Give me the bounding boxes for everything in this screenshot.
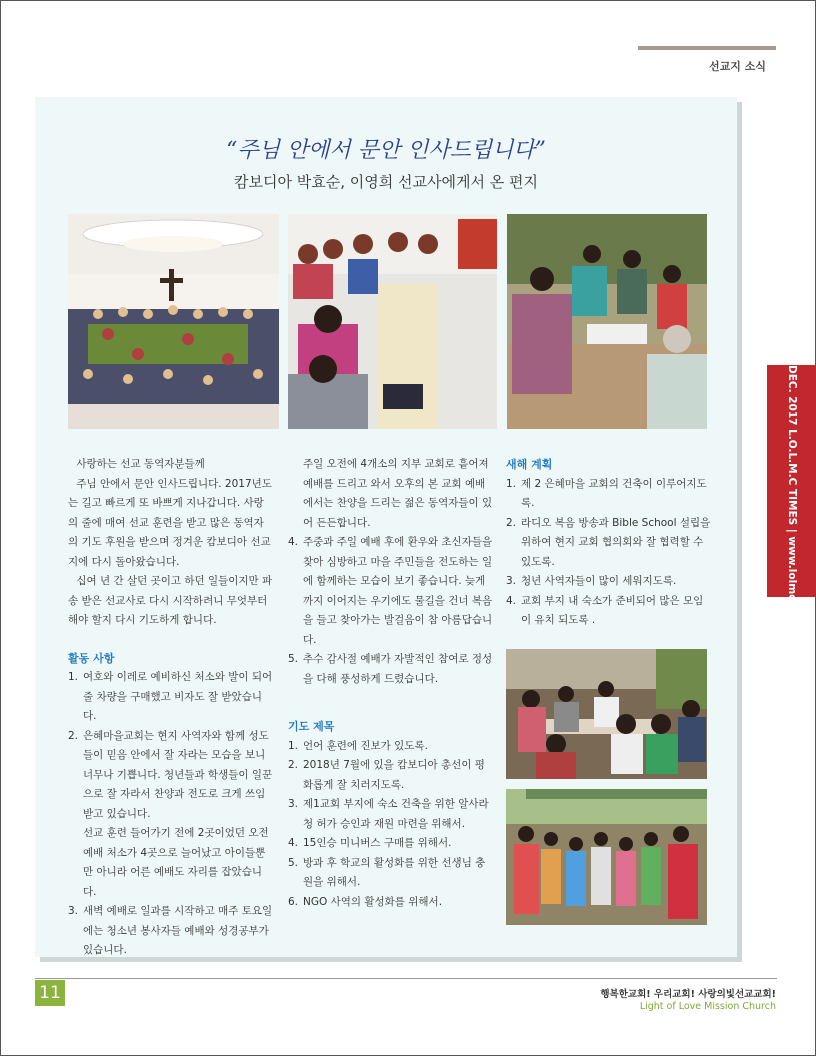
footer-rule (35, 978, 777, 979)
article-column-3 (506, 455, 711, 631)
prayer-heading: 기도 제목 (288, 720, 335, 733)
activity-item: 1. 여호와 이레로 예비하신 처소와 발이 되어줄 차량을 구매했고 비자도 잘 받았습니다. (68, 671, 273, 722)
issue-tab-text: DEC. 2017 L.O.L.M.C TIMES | www.lolmc.org (786, 365, 798, 625)
activity-item: 5. 추수 감사절 예배가 자발적인 참여로 정성을 다해 풍성하게 드렸습니다. (288, 653, 493, 685)
prayer-list (288, 737, 493, 913)
plan-item: 2. 라디오 복음 방송과 Bible School 설립을 위하여 현지 교회 협의회와 잘 협력할 수 있도록. (506, 516, 711, 568)
photo-outdoor-meeting (507, 214, 707, 429)
intro-paragraph-2: 십여 년 간 살던 곳이고 하던 일들이지만 파송 받은 선교사로 다시 시작하려니 무엇부터 해야 할지 다시 기도하게 합니다. (68, 575, 273, 626)
activities-list-continued (288, 455, 493, 689)
prayer-item: 4. 15인승 미니버스 구매를 위해서. (288, 837, 452, 849)
page-number: 11 (35, 980, 65, 1006)
prayer-item: 2. 2018년 7월에 있을 캄보디아 총선이 평화롭게 잘 치러지도록. (288, 759, 485, 791)
intro-paragraph-1: 주님 안에서 문안 인사드립니다. 2017년도는 길고 빠르게 또 바쁘게 지나갑니다. 사랑의 줄에 매여 선교 훈련을 받고 많은 동역자의 기도 후원을 받으며 정겨운 캄보디아 선교지에 다시 돌아왔습니다. (68, 477, 272, 568)
prayer-item: 5. 방과 후 학교의 활성화를 위한 선생님 충원을 위해서. (288, 856, 486, 888)
section-label: 선교지 소식 (709, 60, 766, 73)
photo-dining (506, 649, 707, 779)
footer-slogan: 행복한교회! 우리교회! 사랑의빛선교교회! (600, 989, 776, 1000)
footer-church-name: Light of Love Mission Church (639, 1001, 776, 1012)
article-subtitle: 캄보디아 박효순, 이영희 선교사에게서 온 편지 (234, 173, 538, 191)
prayer-item: 3. 제1교회 부지에 숙소 건축을 위한 알사라청 허가 승인과 재원 마련을 위해서. (288, 798, 489, 830)
activities-heading: 활동 사항 (68, 651, 115, 665)
prayer-item: 6. NGO 사역의 활성화를 위해서. (288, 895, 443, 908)
photo-congregation (68, 214, 279, 429)
prayer-item: 1. 언어 훈련에 진보가 있도록. (288, 739, 428, 752)
plan-list (506, 475, 711, 631)
activity-item-continued: 선교 훈련 들어가기 전에 2곳이었던 오전 예배 처소가 4곳으로 늘어났고 아이들뿐만 아니라 어른 예배도 자리를 잡았습니다. (83, 827, 269, 898)
activity-item-continued: 주일 오전에 4개소의 지부 교회로 흩어져 예배를 드리고 와서 오후의 본 교회 예배에서는 찬양을 드리는 젊은 동역자들이 있어 든든합니다. (303, 458, 493, 529)
photo-bible-study (288, 214, 497, 429)
header-rule (638, 46, 776, 50)
activity-item: 2. 은혜마을교회는 현지 사역자와 함께 성도들이 믿음 안에서 잘 자라는 모습을 보니 너무나 기쁩니다. 청년들과 학생들이 일꾼으로 잘 자라서 찬양과 전도로 크게 쓰임 받고 있습니다. (68, 729, 273, 820)
article-title: “주님 안에서 문안 인사드립니다” (226, 138, 546, 163)
plan-item: 4. 교회 부지 내 숙소가 준비되어 많은 모임이 유치 되도록 . (506, 594, 704, 626)
plan-item: 3. 청년 사역자들이 많이 세워지도록. (506, 575, 677, 587)
greeting: 사랑하는 선교 동역자분들께 (76, 458, 205, 470)
activities-list (68, 668, 273, 961)
photo-children (506, 789, 707, 925)
activity-item: 4. 주중과 주일 예배 후에 환우와 초신자들을 찾아 심방하고 마을 주민들을 전도하는 일에 함께하는 모습이 보기 좋습니다. 늦게까지 이어지는 우기에도 물길을 건너 복음을 들고 찾아가는 발걸음이 참 아름답습니다. (288, 536, 493, 646)
activity-item: 3. 새벽 예배로 일과를 시작하고 매주 토요일에는 청소년 봉사자들 예배와 성경공부가 있습니다. (68, 905, 273, 956)
article-column-1 (68, 455, 273, 961)
article-column-2 (288, 455, 493, 912)
plan-item: 1. 제 2 은혜마을 교회의 건축이 이루어지도록. (506, 477, 707, 509)
plan-heading: 새해 계획 (506, 458, 553, 471)
